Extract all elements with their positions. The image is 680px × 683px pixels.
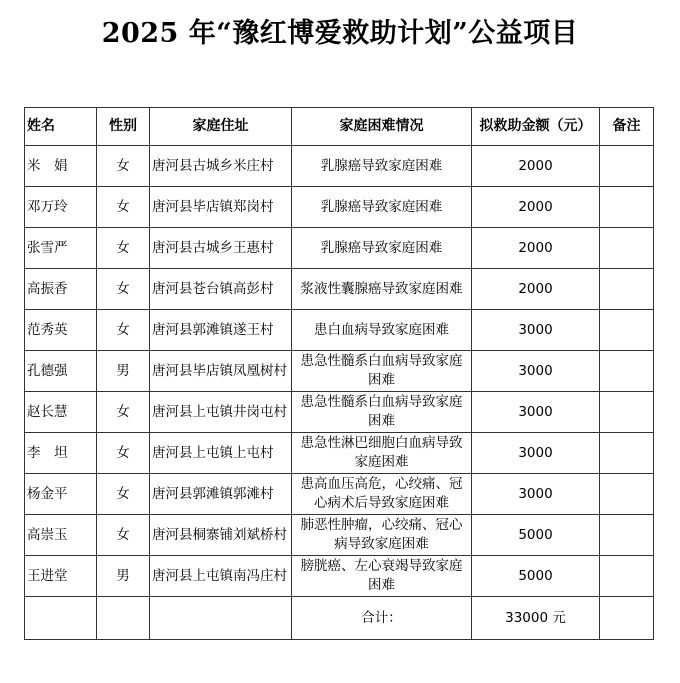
address-cell: 唐河县上屯镇上屯村 [150, 433, 292, 474]
gender-cell: 女 [97, 474, 150, 515]
total-empty-cell [25, 597, 97, 640]
document-title: 2025 年“豫红博爱救助计划”公益项目 [101, 18, 579, 49]
note-cell [600, 269, 654, 310]
table-row [25, 228, 654, 269]
note-cell [600, 310, 654, 351]
gender-cell: 女 [97, 392, 150, 433]
name-cell: 米 娟 [25, 146, 97, 187]
amount-cell: 3000 [472, 433, 600, 474]
total-empty-cell [97, 597, 150, 640]
situation-cell: 乳腺癌导致家庭困难 [292, 187, 472, 228]
name-cell: 邓万玲 [25, 187, 97, 228]
name-cell: 孔德强 [25, 351, 97, 392]
column-header-name: 姓名 [25, 108, 97, 146]
gender-cell: 女 [97, 310, 150, 351]
address-cell: 唐河县上屯镇南冯庄村 [150, 556, 292, 597]
note-cell [600, 187, 654, 228]
address-cell: 唐河县郭滩镇郭滩村 [150, 474, 292, 515]
amount-cell: 2000 [472, 187, 600, 228]
table-row [25, 146, 654, 187]
amount-cell: 2000 [472, 269, 600, 310]
table-row [25, 269, 654, 310]
aid-table [24, 107, 654, 640]
gender-cell: 女 [97, 187, 150, 228]
note-cell [600, 351, 654, 392]
note-cell [600, 228, 654, 269]
name-cell: 张雪严 [25, 228, 97, 269]
column-header-note: 备注 [600, 108, 654, 146]
address-cell: 唐河县古城乡王惠村 [150, 228, 292, 269]
amount-cell: 3000 [472, 392, 600, 433]
note-cell [600, 392, 654, 433]
situation-cell: 乳腺癌导致家庭困难 [292, 228, 472, 269]
address-cell: 唐河县郭滩镇遂王村 [150, 310, 292, 351]
name-cell: 范秀英 [25, 310, 97, 351]
table-row [25, 474, 654, 515]
table-row [25, 556, 654, 597]
address-cell: 唐河县苍台镇高彭村 [150, 269, 292, 310]
column-header-situation: 家庭困难情况 [292, 108, 472, 146]
name-cell: 王进堂 [25, 556, 97, 597]
gender-cell: 女 [97, 269, 150, 310]
note-cell [600, 515, 654, 556]
gender-cell: 男 [97, 556, 150, 597]
note-cell [600, 433, 654, 474]
column-header-address: 家庭住址 [150, 108, 292, 146]
name-cell: 杨金平 [25, 474, 97, 515]
gender-cell: 女 [97, 228, 150, 269]
address-cell: 唐河县毕店镇郑岗村 [150, 187, 292, 228]
address-cell: 唐河县毕店镇凤凰树村 [150, 351, 292, 392]
total-empty-cell [600, 597, 654, 640]
situation-cell: 膀胱癌、左心衰竭导致家庭困难 [292, 556, 472, 597]
table-row [25, 392, 654, 433]
amount-cell: 3000 [472, 310, 600, 351]
amount-cell: 2000 [472, 146, 600, 187]
gender-cell: 女 [97, 515, 150, 556]
situation-cell: 浆液性囊腺癌导致家庭困难 [292, 269, 472, 310]
note-cell [600, 146, 654, 187]
address-cell: 唐河县上屯镇井岗屯村 [150, 392, 292, 433]
name-cell: 高振香 [25, 269, 97, 310]
situation-cell: 患急性髓系白血病导致家庭困难 [292, 392, 472, 433]
name-cell: 李 坦 [25, 433, 97, 474]
gender-cell: 女 [97, 433, 150, 474]
column-header-amount: 拟救助金额（元） [472, 108, 600, 146]
table-row [25, 310, 654, 351]
situation-cell: 肺恶性肿瘤，心绞痛、冠心病导致家庭困难 [292, 515, 472, 556]
column-header-gender: 性别 [97, 108, 150, 146]
amount-cell: 5000 [472, 556, 600, 597]
header-row [25, 108, 654, 146]
situation-cell: 患急性淋巴细胞白血病导致家庭困难 [292, 433, 472, 474]
name-cell: 赵长慧 [25, 392, 97, 433]
note-cell [600, 474, 654, 515]
amount-cell: 2000 [472, 228, 600, 269]
address-cell: 唐河县桐寨铺刘斌桥村 [150, 515, 292, 556]
amount-cell: 3000 [472, 351, 600, 392]
total-label: 合计： [292, 597, 472, 640]
situation-cell: 患高血压高危，心绞痛、冠心病术后导致家庭困难 [292, 474, 472, 515]
amount-cell: 5000 [472, 515, 600, 556]
amount-cell: 3000 [472, 474, 600, 515]
total-empty-cell [150, 597, 292, 640]
table-row [25, 351, 654, 392]
table-row [25, 433, 654, 474]
name-cell: 高崇玉 [25, 515, 97, 556]
total-amount: 33000 元 [472, 597, 600, 640]
gender-cell: 女 [97, 146, 150, 187]
situation-cell: 患急性髓系白血病导致家庭困难 [292, 351, 472, 392]
total-row [25, 597, 654, 640]
note-cell [600, 556, 654, 597]
table-row [25, 515, 654, 556]
address-cell: 唐河县古城乡米庄村 [150, 146, 292, 187]
gender-cell: 男 [97, 351, 150, 392]
situation-cell: 乳腺癌导致家庭困难 [292, 146, 472, 187]
table-row [25, 187, 654, 228]
situation-cell: 患白血病导致家庭困难 [292, 310, 472, 351]
